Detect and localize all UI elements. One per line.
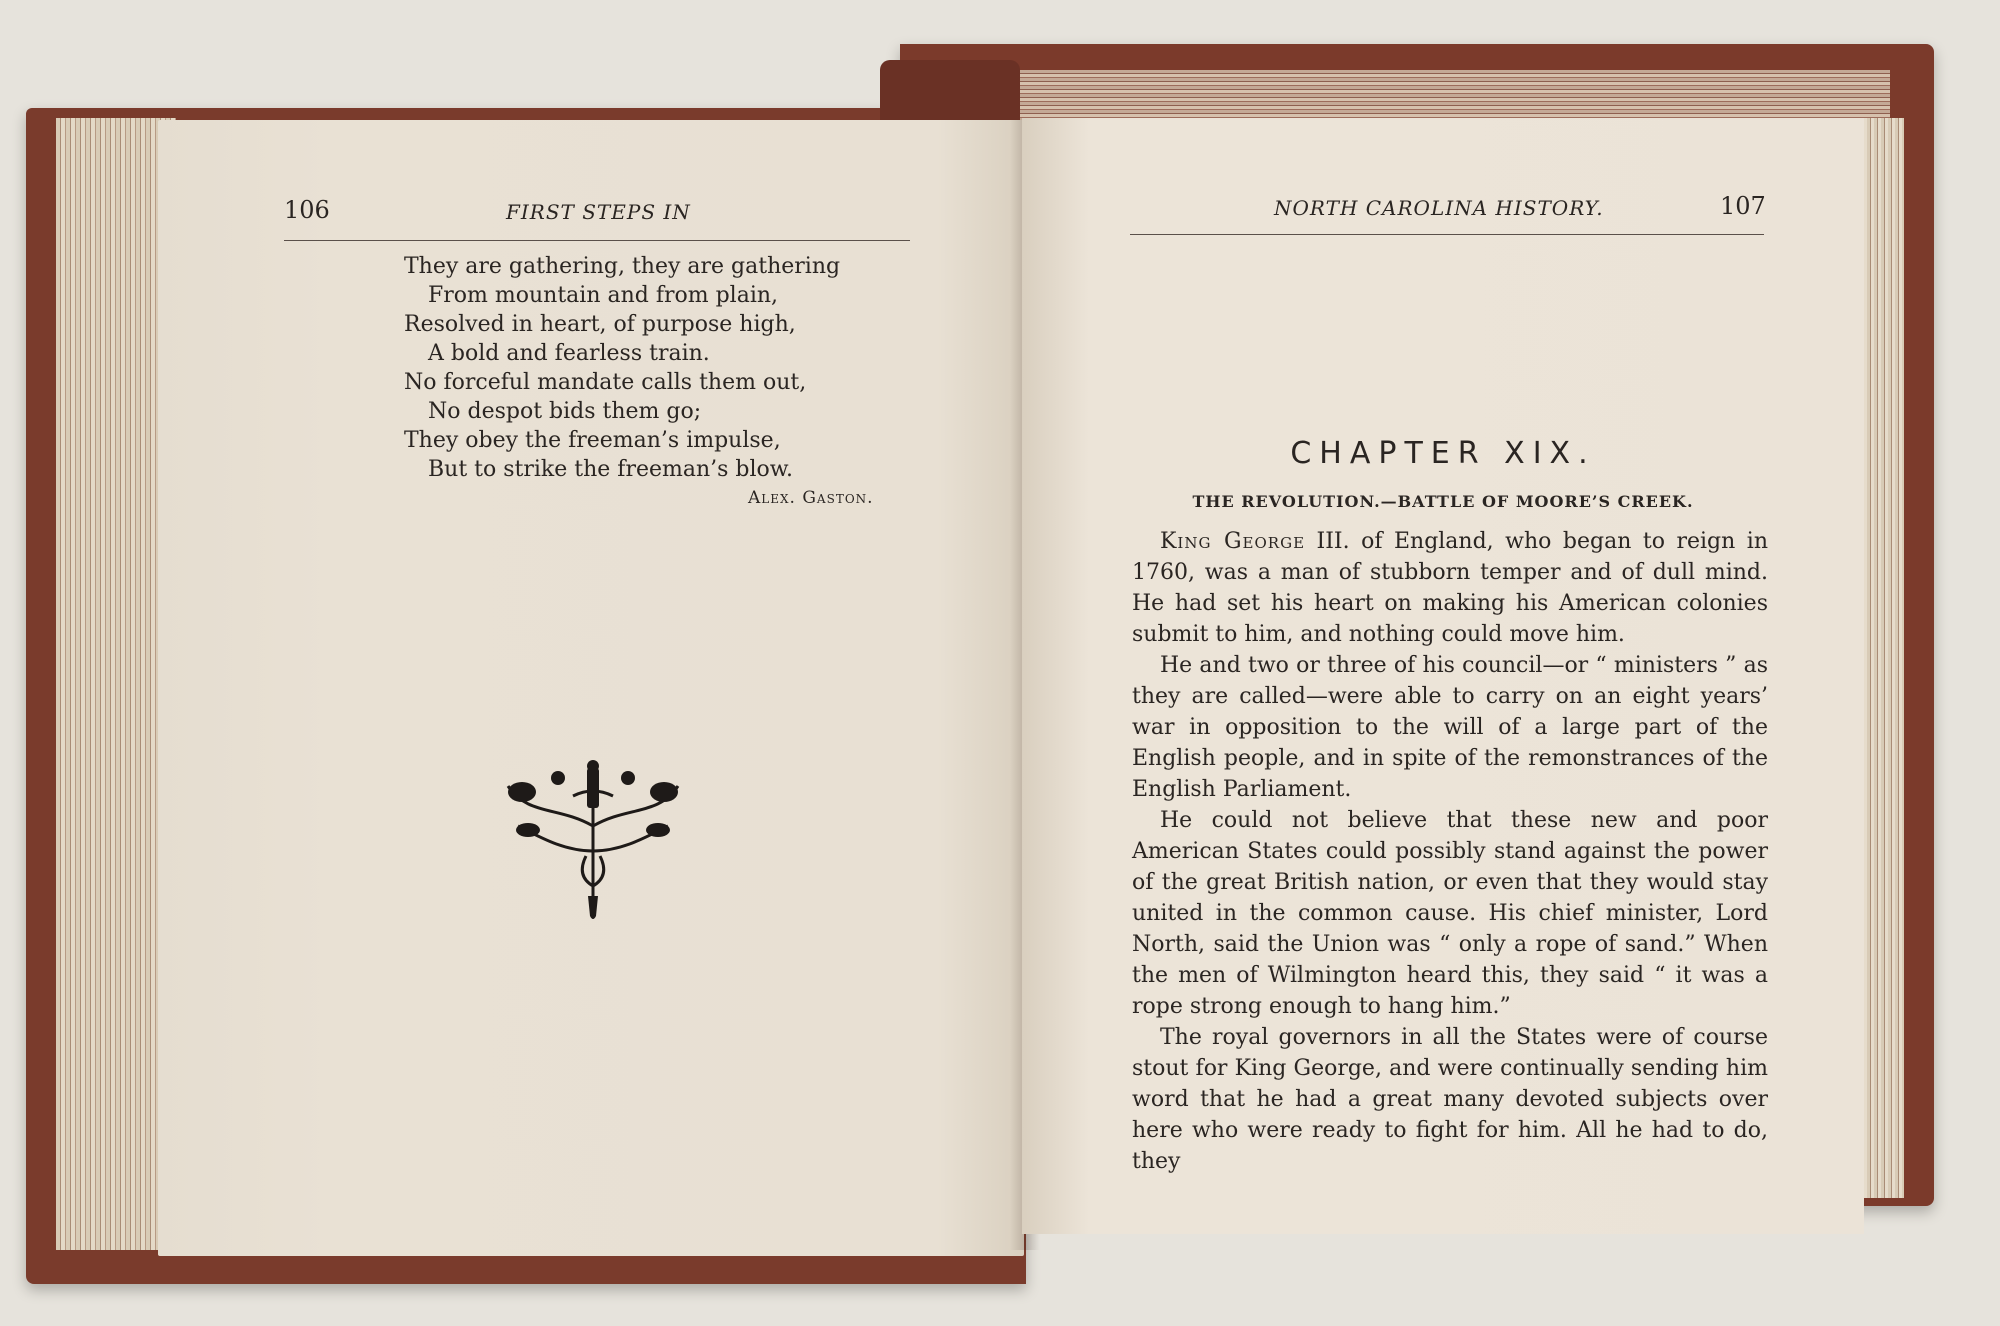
- header-rule: [284, 240, 910, 241]
- running-head: FIRST STEPS IN: [506, 200, 691, 224]
- page-stack-top-edge: [1020, 70, 1890, 124]
- poem-line: They obey the freeman’s impulse,: [404, 428, 781, 453]
- poem-attribution: Alex. Gaston.: [748, 488, 874, 508]
- poem-line: No despot bids them go;: [428, 399, 702, 424]
- poem-line: From mountain and from plain,: [428, 283, 779, 308]
- header-rule: [1130, 234, 1764, 235]
- page-stack-right-edge: [1860, 118, 1904, 1198]
- paragraph: The royal governors in all the States were of course stout for King George, and were continually sending him word that he had a great many devoted subjects over here who were ready to fight for him. All he had to do, they: [1132, 1025, 1768, 1174]
- poem: [404, 252, 841, 484]
- poem-line: No forceful mandate calls them out,: [404, 370, 807, 395]
- paragraph: [1132, 526, 1768, 650]
- poem-line: Resolved in heart, of purpose high,: [404, 312, 796, 337]
- poem-line: But to strike the freeman’s blow.: [428, 457, 793, 482]
- chapter-title: CHAPTER XIX.: [1290, 436, 1596, 471]
- poem-line: A bold and fearless train.: [428, 341, 710, 366]
- running-head: NORTH CAROLINA HISTORY.: [1274, 196, 1604, 220]
- chapter-subtitle: THE REVOLUTION.—BATTLE OF MOORE’S CREEK.: [1192, 492, 1694, 511]
- paragraph-text: III. of England, who began to reign in 1760, was a man of stubborn temper and of dull mind. He had set his heart on making his American colonies submit to him, and nothing could move him.: [1132, 529, 1768, 647]
- opening-words: King George: [1160, 529, 1306, 554]
- right-page: [1022, 118, 1864, 1234]
- left-page: [158, 120, 1024, 1256]
- paragraph: He could not believe that these new and poor American States could possibly stand against the power of the great British nation, or even that they would stay united in the common cause. His chief minister, Lord North, said the Union was “ only a rope of sand.” When the men of Wilmington heard this, they said “ it was a rope strong enough to hang him.”: [1132, 808, 1768, 1019]
- paragraph: He and two or three of his council—or “ ministers ” as they are called—were able to carry on an eight years’ war in opposition to the will of a large part of the English people, and in spite of the remonstrances of the English Parliament.: [1132, 653, 1768, 802]
- chapter-body: [1132, 526, 1768, 1177]
- page-number: 107: [1720, 192, 1766, 220]
- sword-ornament-icon: [488, 756, 698, 926]
- poem-line: They are gathering, they are gathering: [404, 254, 841, 279]
- page-number: 106: [284, 196, 330, 224]
